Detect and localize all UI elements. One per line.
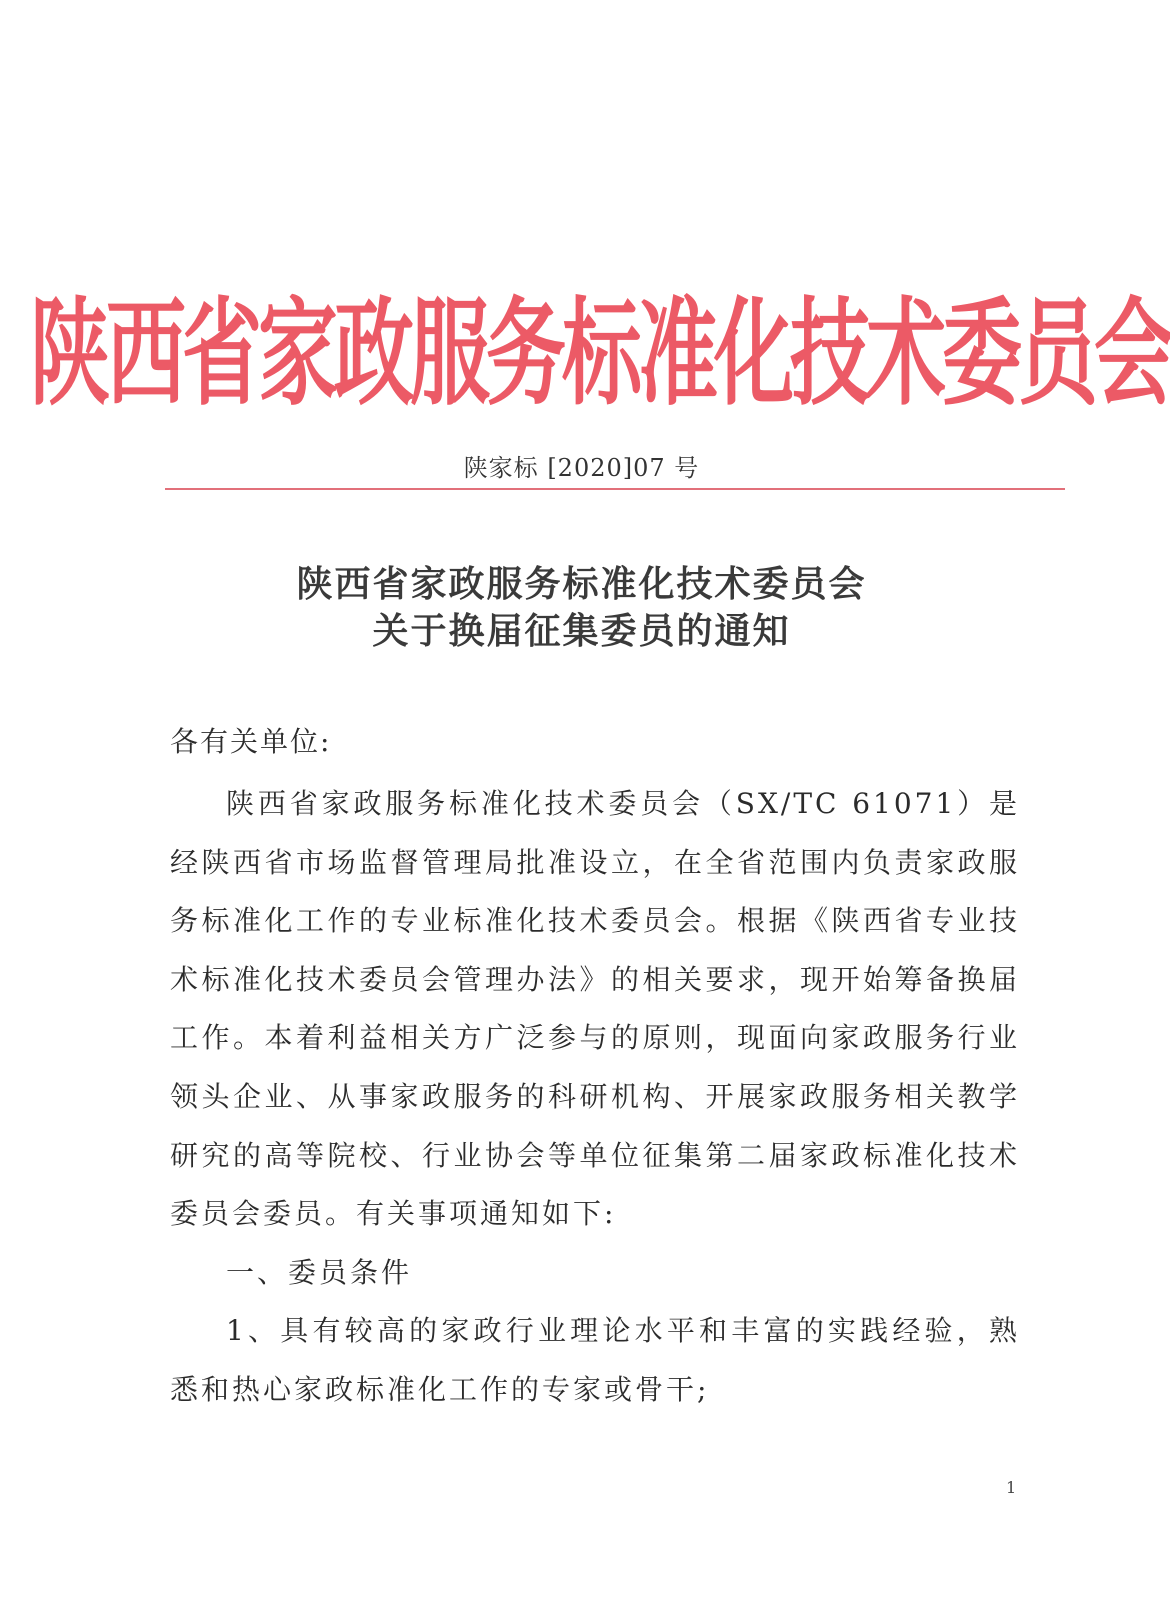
letterhead-org-name: 陕西省家政服务标准化技术委员会 [30,285,1170,421]
red-divider-line [165,488,1065,490]
document-title-line-1: 陕西省家政服务标准化技术委员会 [296,564,867,605]
document-number: 陕家标 [2020]07 号 [463,454,700,482]
salutation: 各有关单位: [170,725,332,758]
body-paragraph-intro: 陕西省家政服务标准化技术委员会（SX/TC 61071）是经陕西省市场监督管理局批准设立，在全省范围内负责家政服务标准化工作的专业标准化技术委员会。根据《陕西省专业技术标准化技术委员会管理办法》的相关要求，现开始筹备换届工作。本着利益相关方广泛参与的原则，现面向家政服务行业领头企业、从事家政服务的科研机构、开展家政服务相关教学研究的高等院校、行业协会等单位征集第二届家政标准化技术委员会委员。有关事项通知如下: [170,787,1020,1231]
letterhead [30,268,1170,421]
document-body [170,775,1020,1420]
page-number: 1 [1006,1478,1017,1497]
document-title-line-2: 关于换届征集委员的通知 [372,611,791,652]
section-heading-member-conditions: 一、委员条件 [226,1255,413,1289]
body-paragraph-condition-1: 1、具有较高的家政行业理论水平和丰富的实践经验，熟悉和热心家政标准化工作的专家或骨干; [170,1314,1020,1406]
